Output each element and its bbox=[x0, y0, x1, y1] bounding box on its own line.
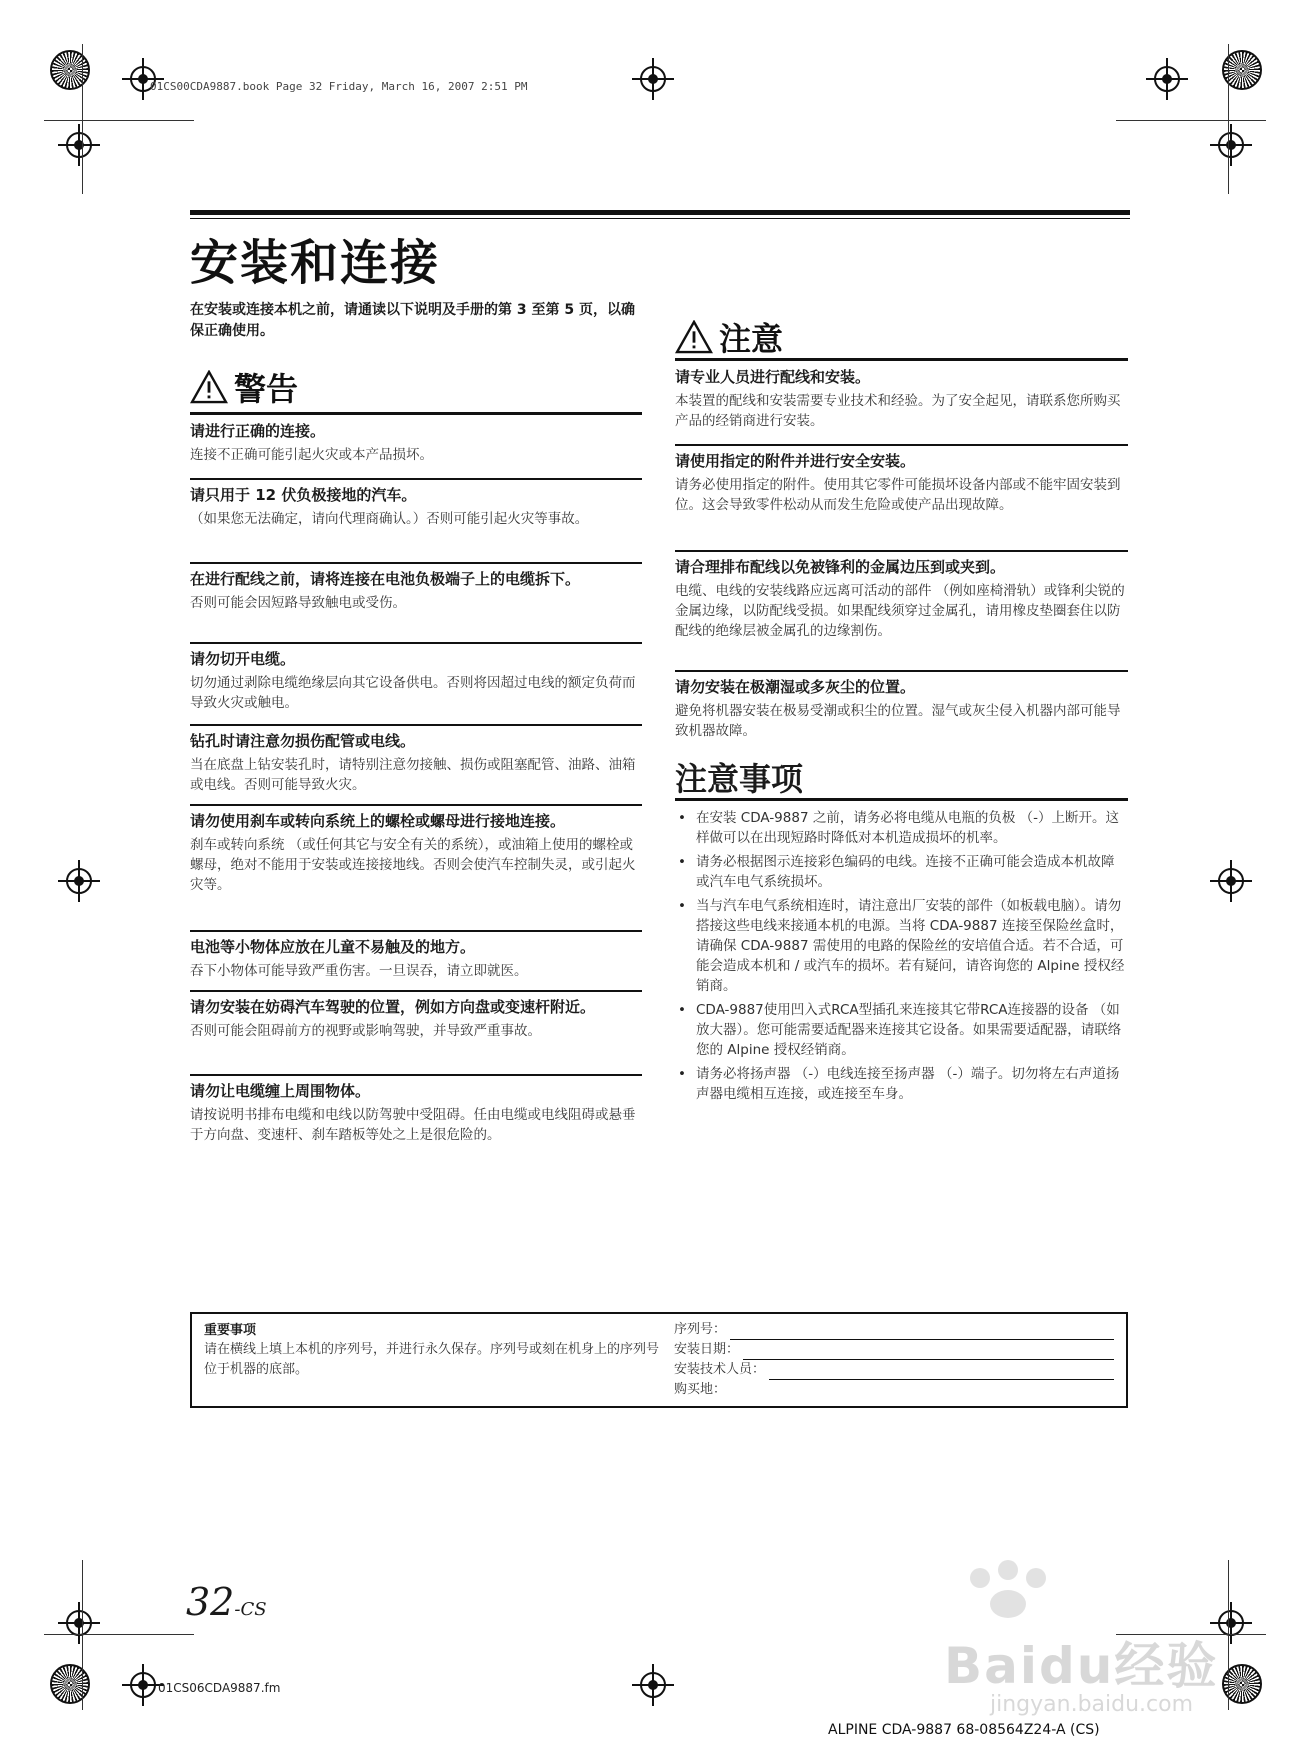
registration-mark bbox=[640, 66, 666, 92]
field-line[interactable] bbox=[743, 1345, 1114, 1360]
field-label: 安装技术人员： bbox=[674, 1362, 766, 1377]
registration-mark bbox=[640, 1672, 666, 1698]
registration-mark bbox=[66, 868, 92, 894]
watermark-brand: Baidu经验 bbox=[944, 1637, 1219, 1695]
caution-item-body: 本装置的配线和安装需要专业技术和经验。为了安全起见，请联系您所购买产品的经销商进行安装。 bbox=[675, 393, 1121, 429]
item-divider bbox=[190, 562, 642, 564]
caution-rule bbox=[675, 358, 1128, 361]
crop-line bbox=[44, 120, 194, 121]
warning-item-title: 请只用于 12 伏负极接地的汽车。 bbox=[190, 486, 417, 504]
caution-item-title: 请使用指定的附件并进行安全安装。 bbox=[675, 452, 916, 470]
warning-heading bbox=[190, 364, 298, 410]
serial-number-field[interactable] bbox=[674, 1320, 1114, 1340]
warning-item bbox=[190, 810, 642, 895]
page-suffix: -CS bbox=[234, 1599, 267, 1620]
caution-item-title: 请专业人员进行配线和安装。 bbox=[675, 368, 871, 386]
registration-mark bbox=[130, 1672, 156, 1698]
warning-triangle-icon bbox=[190, 370, 228, 404]
page-number-value: 32 bbox=[186, 1580, 235, 1624]
title-rule bbox=[190, 210, 1130, 215]
warning-item bbox=[190, 648, 642, 713]
caution-item bbox=[675, 450, 1128, 515]
note-item: • 请务必根据图示连接彩色编码的电线。连接不正确可能会造成本机故障或汽车电气系统损坏。 bbox=[678, 852, 1126, 892]
warning-item bbox=[190, 996, 642, 1041]
registration-title: 重要事项 bbox=[204, 1323, 257, 1338]
registration-mark bbox=[66, 132, 92, 158]
warning-item-body: 当在底盘上钻安装孔时，请特别注意勿接触、损伤或阻塞配管、油路、油箱或电线。否则可能导致火灾。 bbox=[190, 757, 636, 793]
registration-mark bbox=[66, 1610, 92, 1636]
item-divider bbox=[190, 724, 642, 726]
watermark-url: jingyan.baidu.com bbox=[990, 1692, 1194, 1717]
crop-line bbox=[1116, 120, 1266, 121]
warning-item-body: 刹车或转向系统 （或任何其它与安全有关的系统），或油箱上使用的螺栓或螺母，绝对不能用于安装或连接接地线。否则会使汽车控制失灵，或引起火灾等。 bbox=[190, 837, 636, 893]
title-rule-thin bbox=[190, 218, 1130, 219]
warning-item-body: （如果您无法确定，请向代理商确认。）否则可能引起火灾等事故。 bbox=[190, 511, 589, 527]
paw-icon bbox=[998, 1560, 1018, 1580]
caution-heading bbox=[675, 314, 783, 360]
page-title: 安装和连接 bbox=[190, 235, 441, 291]
intro-text: 在安装或连接本机之前，请通读以下说明及手册的第 3 至第 5 页，以确保正确使用。 bbox=[190, 302, 635, 339]
paw-icon bbox=[990, 1590, 1026, 1618]
registration-desc: 请在横线上填上本机的序列号，并进行永久保存。序列号或刻在机身上的序列号位于机器的底部。 bbox=[204, 1342, 660, 1377]
field-line[interactable] bbox=[769, 1365, 1114, 1380]
caution-item-body: 避免将机器安装在极易受潮或积尘的位置。湿气或灰尘侵入机器内部可能导致机器故障。 bbox=[675, 703, 1121, 739]
note-item: • 请务必将扬声器 （-）电线连接至扬声器 （-）端子。切勿将左右声道扬声器电缆相互连接，或连接至车身。 bbox=[678, 1064, 1126, 1104]
warning-item bbox=[190, 568, 642, 613]
starburst-mark-top-left bbox=[50, 50, 90, 90]
warning-item-title: 请勿切开电缆。 bbox=[190, 650, 296, 668]
warning-rule bbox=[190, 412, 642, 415]
caution-item-title: 请合理排布配线以免被锋利的金属边压到或夹到。 bbox=[675, 558, 1006, 576]
item-divider bbox=[675, 670, 1128, 672]
item-divider bbox=[190, 930, 642, 932]
installer-field[interactable] bbox=[674, 1360, 1114, 1380]
warning-item-title: 请勿使用刹车或转向系统上的螺栓或螺母进行接地连接。 bbox=[190, 812, 566, 830]
registration-box bbox=[190, 1312, 1128, 1408]
caution-item bbox=[675, 366, 1128, 431]
warning-item-body: 连接不正确可能引起火灾或本产品损坏。 bbox=[190, 447, 433, 463]
item-divider bbox=[190, 990, 642, 992]
watermark bbox=[880, 1560, 1280, 1730]
item-divider bbox=[190, 642, 642, 644]
page-number bbox=[186, 1580, 267, 1624]
item-divider bbox=[675, 444, 1128, 446]
caution-item bbox=[675, 676, 1128, 741]
footer-model: ALPINE CDA-9887 68-08564Z24-A (CS) bbox=[828, 1722, 1100, 1738]
crop-line bbox=[1228, 44, 1229, 194]
field-label: 安装日期： bbox=[674, 1342, 740, 1357]
warning-triangle-icon bbox=[675, 320, 713, 354]
paw-icon bbox=[970, 1568, 990, 1588]
registration-mark bbox=[1218, 132, 1244, 158]
warning-item-body: 切勿通过剥除电缆绝缘层向其它设备供电。否则将因超过电线的额定负荷而导致火灾或触电。 bbox=[190, 675, 636, 711]
footer-filename: 01CS06CDA9887.fm bbox=[158, 1681, 281, 1695]
warning-item-title: 请勿让电缆缠上周围物体。 bbox=[190, 1082, 371, 1100]
warning-item-body: 否则可能会因短路导致触电或受伤。 bbox=[190, 595, 406, 611]
registration-mark bbox=[1218, 868, 1244, 894]
install-date-field[interactable] bbox=[674, 1340, 1114, 1360]
registration-mark bbox=[1154, 66, 1180, 92]
purchase-place-field[interactable] bbox=[674, 1380, 1114, 1400]
warning-item bbox=[190, 1080, 642, 1145]
warning-item-body: 吞下小物体可能导致严重伤害。一旦误吞，请立即就医。 bbox=[190, 963, 528, 979]
warning-item bbox=[190, 936, 642, 981]
warning-item bbox=[190, 730, 642, 795]
warning-item-body: 请按说明书排布电缆和电线以防驾驶中受阻碍。任由电缆或电线阻碍或悬垂于方向盘、变速杆、刹车踏板等处之上是很危险的。 bbox=[190, 1107, 636, 1143]
caution-item-body: 电缆、电线的安装线路应远离可活动的部件 （例如座椅滑轨）或锋利尖锐的金属边缘，以防配线受损。如果配线须穿过金属孔，请用橡皮垫圈套住以防配线的绝缘层被金属孔的边缘割伤。 bbox=[675, 583, 1125, 639]
caution-heading-text: 注意 bbox=[719, 320, 784, 358]
warning-item-title: 在进行配线之前，请将连接在电池负极端子上的电缆拆下。 bbox=[190, 570, 581, 588]
note-item: • 当与汽车电气系统相连时，请注意出厂安装的部件（如板载电脑）。请勿搭接这些电线来接通本机的电源。当将 CDA-9887 连接至保险丝盒时，请确保 CDA-9887 需使用的电路的保险丝的安培值合适。若不合适，可能会造成本机和 / 或汽车的损坏。若有疑问，请咨询您的 Alpine 授权经销商。 bbox=[678, 896, 1126, 996]
notes-heading: 注意事项 bbox=[675, 760, 804, 798]
starburst-mark-bottom-left bbox=[50, 1664, 90, 1704]
warning-item bbox=[190, 420, 642, 465]
warning-item-title: 电池等小物体应放在儿童不易触及的地方。 bbox=[190, 938, 476, 956]
crop-line bbox=[44, 1634, 194, 1635]
warning-heading-text: 警告 bbox=[234, 370, 299, 408]
item-divider bbox=[675, 550, 1128, 552]
warning-item-body: 否则可能会阻碍前方的视野或影响驾驶，并导致严重事故。 bbox=[190, 1023, 541, 1039]
warning-item-title: 钻孔时请注意勿损伤配管或电线。 bbox=[190, 732, 416, 750]
item-divider bbox=[190, 804, 642, 806]
paw-icon bbox=[1026, 1568, 1046, 1588]
item-divider bbox=[190, 478, 642, 480]
crop-line bbox=[82, 44, 83, 194]
crop-line bbox=[82, 1560, 83, 1710]
caution-item bbox=[675, 556, 1128, 641]
note-item: • CDA-9887使用凹入式RCA型插孔来连接其它带RCA连接器的设备 （如放大器）。您可能需要适配器来连接其它设备。如果需要适配器，请联络您的 Alpine 授权经销商。 bbox=[678, 1000, 1126, 1060]
warning-item-title: 请进行正确的连接。 bbox=[190, 422, 326, 440]
print-info: 01CS00CDA9887.book Page 32 Friday, March 16, 2007 2:51 PM bbox=[150, 80, 528, 93]
field-label: 购买地： bbox=[674, 1382, 727, 1397]
notes-rule bbox=[675, 798, 1128, 801]
caution-item-title: 请勿安装在极潮湿或多灰尘的位置。 bbox=[675, 678, 916, 696]
field-label: 序列号： bbox=[674, 1322, 727, 1337]
field-line[interactable] bbox=[730, 1325, 1114, 1340]
item-divider bbox=[190, 1074, 642, 1076]
notes-list bbox=[678, 808, 1126, 1108]
warning-item-title: 请勿安装在妨碍汽车驾驶的位置，例如方向盘或变速杆附近。 bbox=[190, 998, 596, 1016]
caution-item-body: 请务必使用指定的附件。使用其它零件可能损坏设备内部或不能牢固安装到位。这会导致零件松动从而发生危险或使产品出现故障。 bbox=[675, 477, 1121, 513]
note-item: • 在安装 CDA-9887 之前，请务必将电缆从电瓶的负极 （-）上断开。这样做可以在出现短路时降低对本机造成损坏的机率。 bbox=[678, 808, 1126, 848]
warning-item bbox=[190, 484, 642, 529]
